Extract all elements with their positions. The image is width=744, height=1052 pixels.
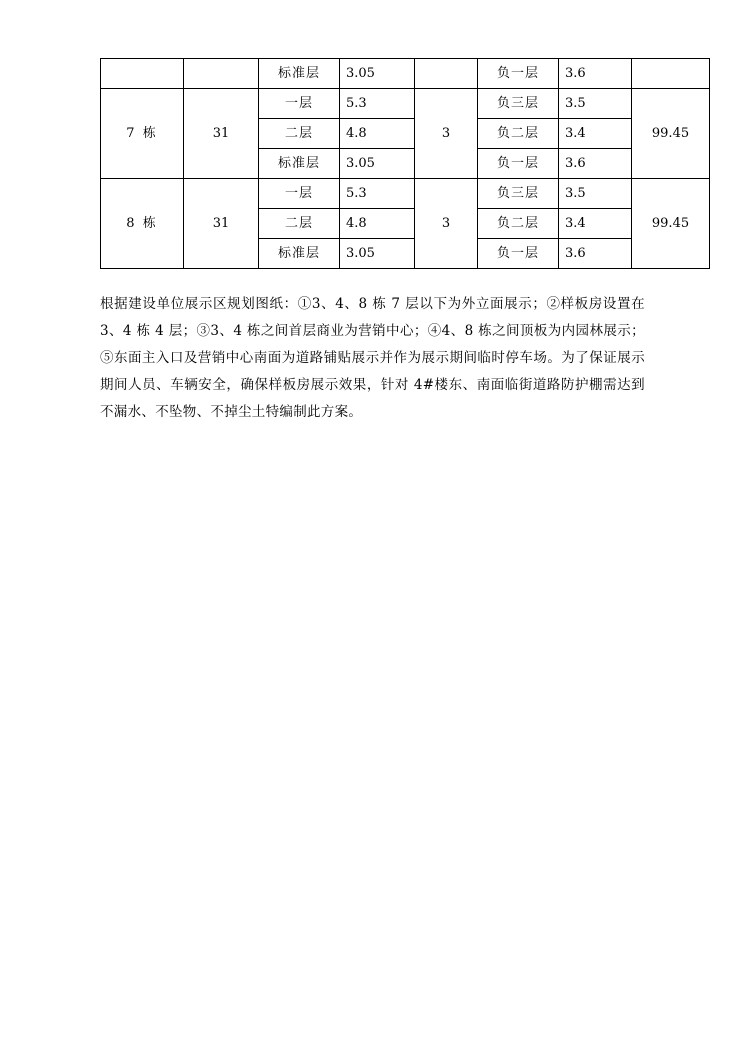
- cell-basement-count: 3: [415, 179, 478, 269]
- cell-total-height: [632, 59, 710, 89]
- cell-level-name: 二层: [259, 119, 340, 149]
- cell-level-name: 标准层: [259, 239, 340, 269]
- cell-basement-level-name: 负三层: [478, 89, 559, 119]
- cell-building: 7 栋: [101, 89, 184, 179]
- cell-basement-level-height: 3.6: [559, 239, 632, 269]
- cell-basement-level-name: 负一层: [478, 239, 559, 269]
- table-row: [101, 89, 710, 119]
- cell-level-name: 一层: [259, 179, 340, 209]
- cell-basement-count: [415, 59, 478, 89]
- cell-floors: [184, 59, 259, 89]
- cell-basement-level-name: 负一层: [478, 59, 559, 89]
- cell-basement-level-height: 3.4: [559, 119, 632, 149]
- document-content: [100, 58, 690, 440]
- building-parameters-table: [100, 58, 710, 269]
- cell-basement-count: 3: [415, 89, 478, 179]
- cell-basement-level-height: 3.6: [559, 59, 632, 89]
- cell-level-height: 4.8: [340, 209, 415, 239]
- cell-level-name: 标准层: [259, 149, 340, 179]
- cell-level-name: 一层: [259, 89, 340, 119]
- cell-building: [101, 59, 184, 89]
- cell-total-height: 99.45: [632, 179, 710, 269]
- cell-basement-level-height: 3.4: [559, 209, 632, 239]
- table-row: [101, 59, 710, 89]
- cell-basement-level-height: 3.6: [559, 149, 632, 179]
- cell-level-height: 4.8: [340, 119, 415, 149]
- cell-basement-level-name: 负二层: [478, 119, 559, 149]
- cell-basement-level-name: 负一层: [478, 149, 559, 179]
- cell-total-height: 99.45: [632, 89, 710, 179]
- cell-level-height: 5.3: [340, 89, 415, 119]
- cell-basement-level-name: 负三层: [478, 179, 559, 209]
- cell-level-name: 二层: [259, 209, 340, 239]
- cell-basement-level-height: 3.5: [559, 89, 632, 119]
- cell-level-height: 5.3: [340, 179, 415, 209]
- cell-floors: 31: [184, 89, 259, 179]
- cell-level-height: 3.05: [340, 149, 415, 179]
- cell-building: 8 栋: [101, 179, 184, 269]
- cell-basement-level-height: 3.5: [559, 179, 632, 209]
- cell-level-name: 标准层: [259, 59, 340, 89]
- cell-basement-level-name: 负二层: [478, 209, 559, 239]
- table-row: [101, 179, 710, 209]
- cell-level-height: 3.05: [340, 59, 415, 89]
- cell-floors: 31: [184, 179, 259, 269]
- cell-level-height: 3.05: [340, 239, 415, 269]
- body-paragraph: 根据建设单位展示区规划图纸：①3、4、8 栋 7 层以下为外立面展示；②样板房设置在 3、4 栋 4 层；③3、4 栋之间首层商业为营销中心；④4、8 栋之间顶板为内园林展示；⑤东面主入口及营销中心南面为道路铺贴展示并作为展示期间临时停车场。为了保证展示期间人员、车辆安全，确保样板房展示效果，针对 4#楼东、南面临街道路防护棚需达到不漏水、不坠物、不掉尘土特编制此方案。: [100, 296, 645, 420]
